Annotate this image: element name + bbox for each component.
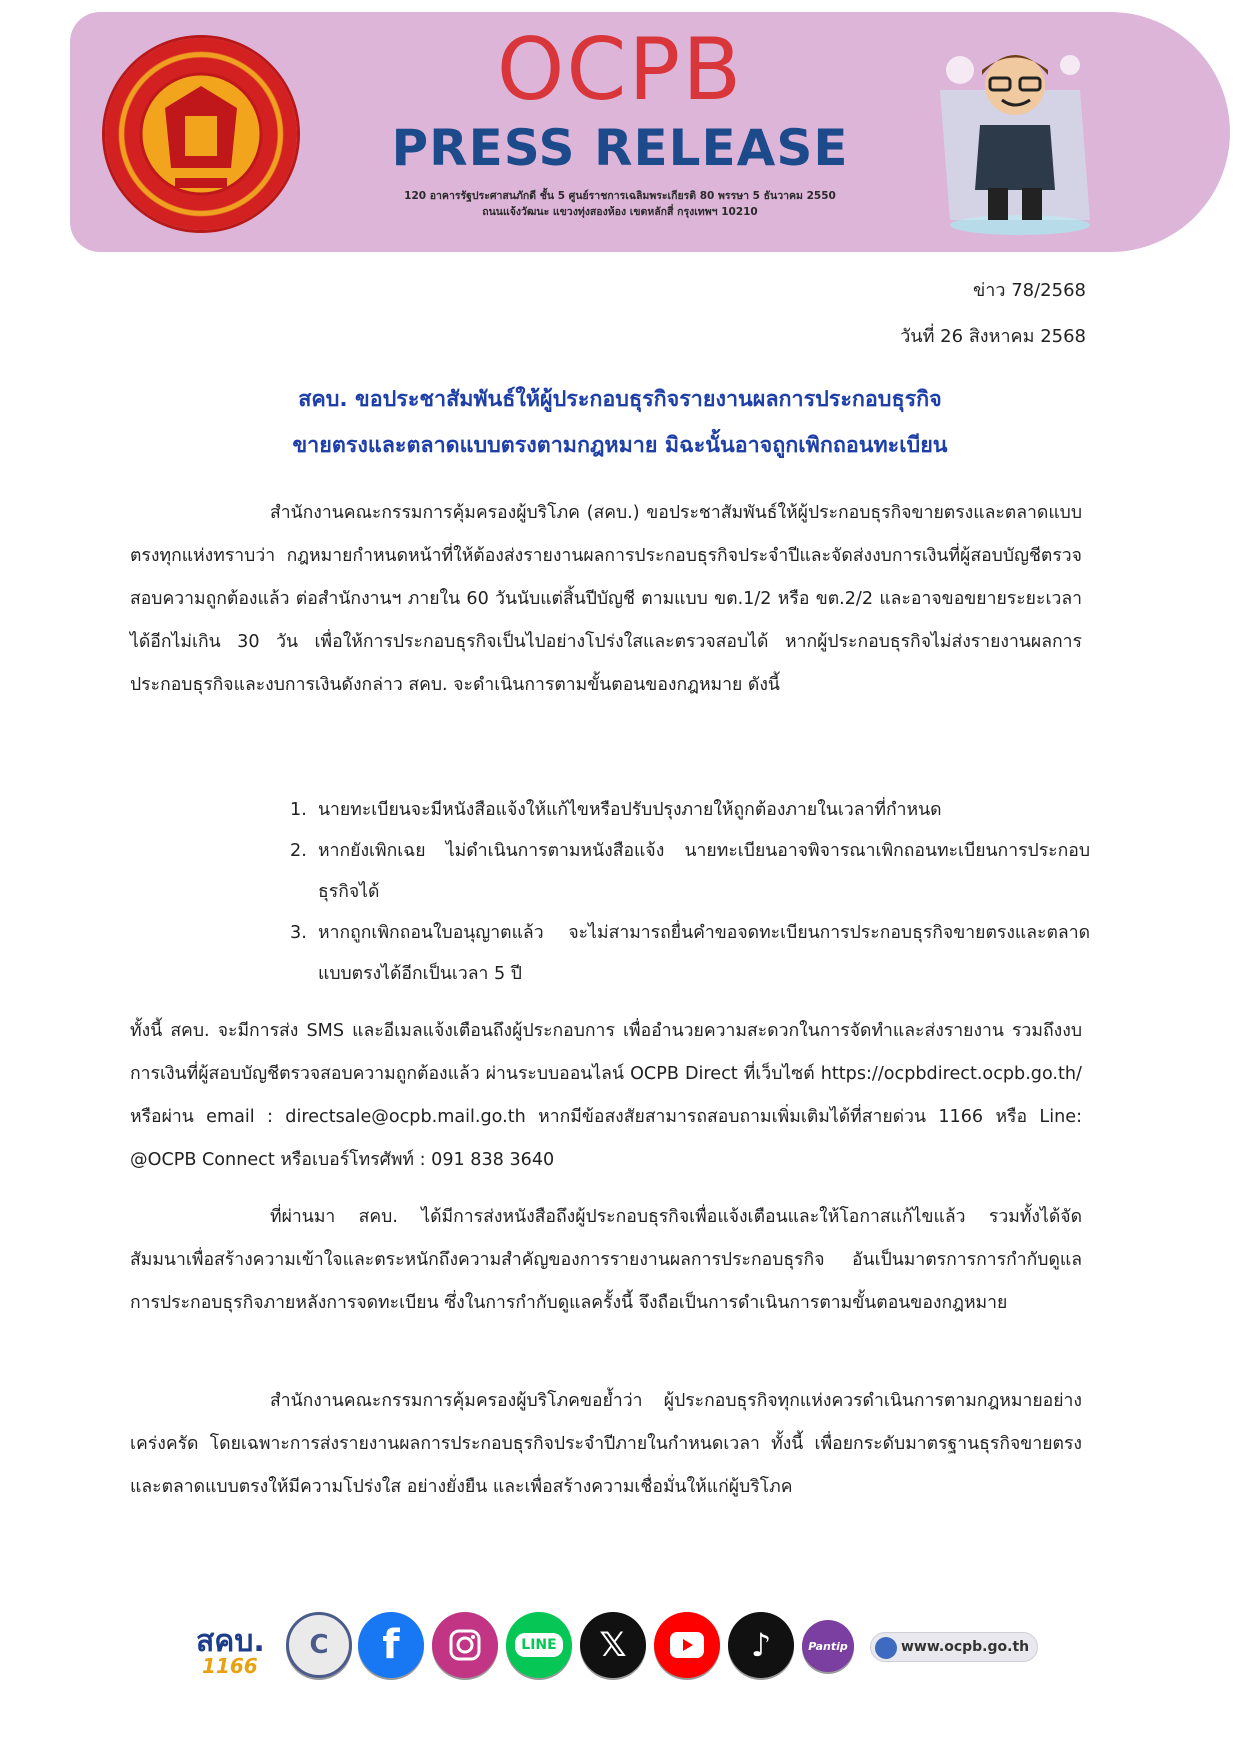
brand-block	[330, 22, 910, 220]
address-line-1: 120 อาคารรัฐประศาสนภักดี ชั้น 5 ศูนย์ราชการเฉลิมพระเกียรติ 80 พรรษา 5 ธันวาคม 2550	[404, 190, 836, 202]
website-text: www.ocpb.go.th	[901, 1639, 1030, 1655]
news-date: วันที่ 26 สิงหาคม 2568	[900, 326, 1086, 347]
pantip-icon[interactable]	[802, 1620, 854, 1672]
step-text: นายทะเบียนจะมีหนังสือแจ้งให้แก้ไขหรือปรับปรุงภายให้ถูกต้องภายในเวลาที่กำหนด	[318, 800, 942, 820]
step-number: 1.	[290, 800, 307, 820]
instagram-icon[interactable]	[432, 1612, 498, 1678]
youtube-icon[interactable]	[654, 1612, 720, 1678]
news-number: ข่าว 78/2568	[972, 280, 1086, 301]
body-paragraph-2-text: ทั้งนี้ สคบ. จะมีการส่ง SMS และอีเมลแจ้งเตือนถึงผู้ประกอบการ เพื่ออำนวยความสะดวกในการจัดทำและส่งรายงาน รวมถึงงบการเงินที่ผู้สอบบัญชีตรวจสอบความถูกต้องแล้ว ผ่านระบบออนไลน์ OCPB Direct ที่เว็บไซต์ https://ocpbdirect.ocpb.go.th/ หรือผ่าน email : directsale@ocpb.mail.go.th หากมีข้อสงสัยสามารถสอบถามเพิ่มเติมได้ที่สายด่วน 1166 หรือ Line: @OCPB Connect หรือเบอร์โทรศัพท์ : 091 838 3640	[130, 1021, 1082, 1170]
body-paragraph-1	[130, 492, 1082, 707]
procedure-steps	[290, 790, 1090, 995]
body-paragraph-2	[130, 1010, 1082, 1182]
step-number: 3.	[290, 923, 307, 943]
headline-line-1: สคบ. ขอประชาสัมพันธ์ให้ผู้ประกอบธุรกิจรายงานผลการประกอบธุรกิจ	[298, 387, 942, 412]
globe-icon	[875, 1637, 897, 1659]
headline-line-2: ขายตรงและตลาดแบบตรงตามกฎหมาย มิฉะนั้นอาจถูกเพิกถอนทะเบียน	[292, 433, 948, 458]
ocpb-circle-icon[interactable]: C	[286, 1612, 352, 1678]
x-icon[interactable]: 𝕏	[580, 1612, 646, 1678]
address-line-2: ถนนแจ้งวัฒนะ แขวงทุ่งสองห้อง เขตหลักสี่ กรุงเทพฯ 10210	[482, 206, 758, 218]
skb-hotline-logo[interactable]	[180, 1618, 280, 1678]
body-paragraph-3	[130, 1196, 1082, 1325]
body-paragraph-4-text: สำนักงานคณะกรรมการคุ้มครองผู้บริโภคขอย้ำว่า ผู้ประกอบธุรกิจทุกแห่งควรดำเนินการตามกฎหมายอย่างเคร่งครัด โดยเฉพาะการส่งรายงานผลการประกอบธุรกิจประจำปีภายในกำหนดเวลา ทั้งนี้ เพื่อยกระดับมาตรฐานธุรกิจขายตรงและตลาดแบบตรงให้มีความโปร่งใส อย่างยั่งยืน และเพื่อสร้างความเชื่อมั่นให้แก่ผู้บริโภค	[130, 1391, 1082, 1497]
step-item	[290, 913, 1090, 995]
step-text: หากถูกเพิกถอนใบอนุญาตแล้ว จะไม่สามารถยื่นคำขอจดทะเบียนการประกอบธุรกิจขายตรงและตลาดแบบตรงได้อีกเป็นเวลา 5 ปี	[318, 923, 1090, 984]
line-icon[interactable]	[506, 1612, 572, 1678]
ocpb-seal-logo	[105, 38, 297, 230]
hotline-number: 1166	[202, 1654, 258, 1678]
news-meta	[900, 268, 1086, 360]
skb-label: สคบ.	[196, 1624, 265, 1659]
body-paragraph-4	[130, 1380, 1082, 1509]
step-item	[290, 790, 1090, 831]
website-link[interactable]	[870, 1632, 1038, 1662]
tiktok-icon[interactable]: ♪	[728, 1612, 794, 1678]
step-item	[290, 831, 1090, 913]
step-text: หากยังเพิกเฉย ไม่ดำเนินการตามหนังสือแจ้ง นายทะเบียนอาจพิจารณาเพิกถอนทะเบียนการประกอบธุรกิจได้	[318, 841, 1090, 902]
step-number: 2.	[290, 841, 307, 861]
facebook-icon[interactable]: f	[358, 1612, 424, 1678]
pantip-label: Pantip	[808, 1639, 848, 1653]
line-label: LINE	[515, 1633, 562, 1657]
mascot-illustration	[920, 30, 1100, 235]
brand-title: OCPB	[496, 20, 744, 120]
social-footer	[180, 1608, 1080, 1688]
body-paragraph-1-text: สำนักงานคณะกรรมการคุ้มครองผู้บริโภค (สคบ.) ขอประชาสัมพันธ์ให้ผู้ประกอบธุรกิจขายตรงและตลาดแบบตรงทุกแห่งทราบว่า กฎหมายกำหนดหน้าที่ให้ต้องส่งรายงานผลการประกอบธุรกิจประจำปีและจัดส่งงบการเงินที่ผู้สอบบัญชีตรวจสอบความถูกต้องแล้ว ต่อสำนักงานฯ ภายใน 60 วันนับแต่สิ้นปีบัญชี ตามแบบ ขต.1/2 หรือ ขต.2/2 และอาจขอขยายระยะเวลาได้อีกไม่เกิน 30 วัน เพื่อให้การประกอบธุรกิจเป็นไปอย่างโปร่งใสและตรวจสอบได้ หากผู้ประกอบธุรกิจไม่ส่งรายงานผลการประกอบธุรกิจและงบการเงินดังกล่าว สคบ. จะดำเนินการตามขั้นตอนของกฎหมาย ดังนี้	[130, 503, 1082, 695]
body-paragraph-3-text: ที่ผ่านมา สคบ. ได้มีการส่งหนังสือถึงผู้ประกอบธุรกิจเพื่อแจ้งเตือนและให้โอกาสแก้ไขแล้ว รวมทั้งได้จัดสัมมนาเพื่อสร้างความเข้าใจและตระหนักถึงความสำคัญของการรายงานผลการประกอบธุรกิจ อันเป็นมาตรการการกำกับดูแลการประกอบธุรกิจภายหลังการจดทะเบียน ซึ่งในการกำกับดูแลครั้งนี้ จึงถือเป็นการดำเนินการตามขั้นตอนของกฎหมาย	[130, 1207, 1082, 1313]
brand-subtitle: PRESS RELEASE	[391, 119, 849, 177]
